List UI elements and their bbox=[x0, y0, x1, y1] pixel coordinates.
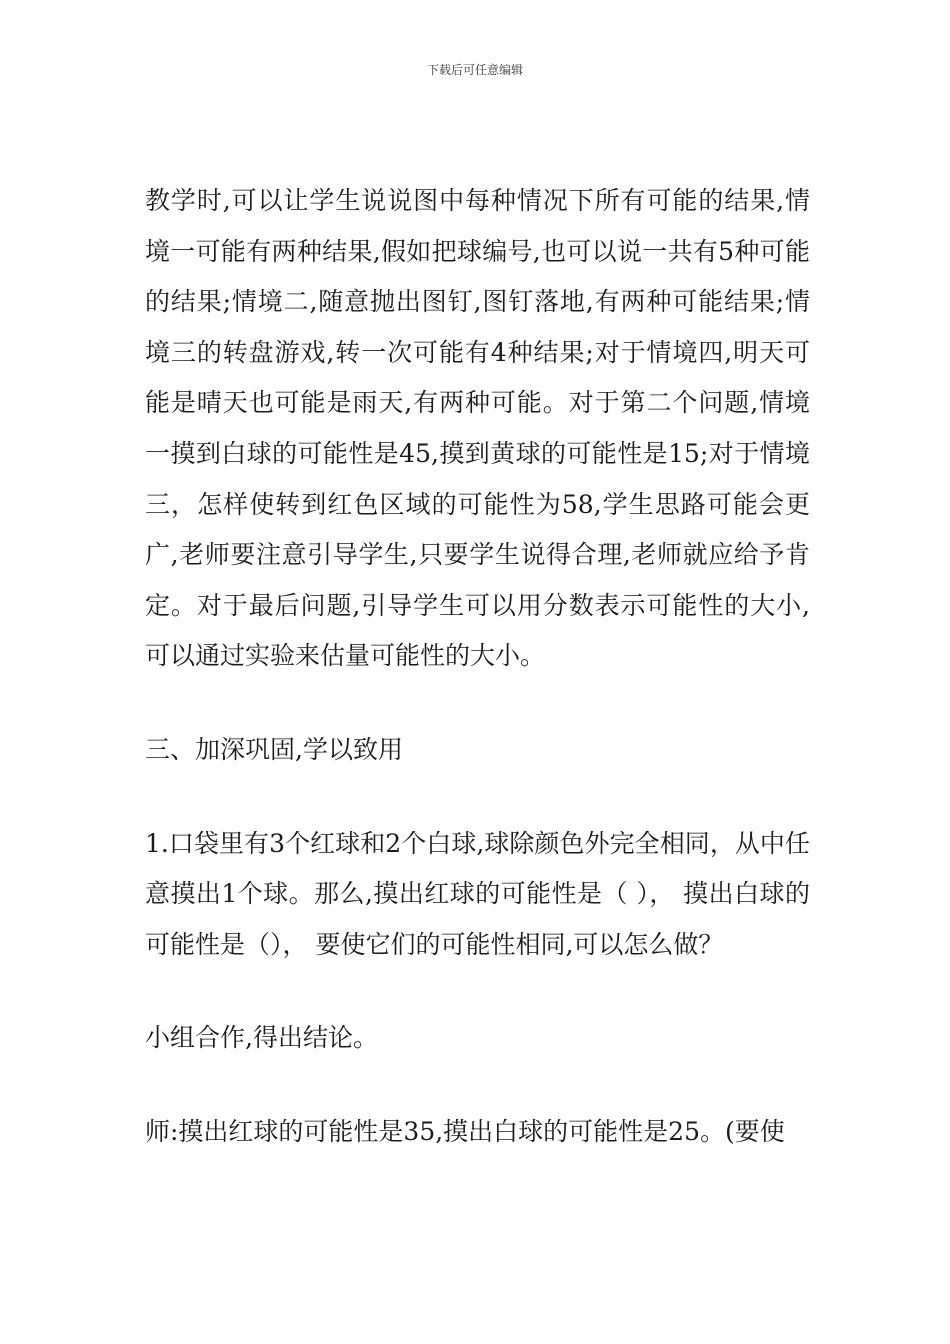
paragraph-gap bbox=[145, 776, 810, 819]
paragraph-gap bbox=[145, 682, 810, 725]
page-header: 下载后可任意编辑 bbox=[426, 63, 523, 77]
paragraph-teaching-notes: 教学时,可以让学生说说图中每种情况下所有可能的结果,情境一可能有两种结果,假如把球编号,也可以说一共有5种可能的结果;情境二,随意抛出图钉,图钉落地,有两种可能结果;情境三的转盘游戏,转一次可能有4种结果;对于情境四,明天可能是晴天也可能是雨天,有两种可能。对于第二个问题,情境一摸到白球的可能性是45,摸到黄球的可能性是15;对于情境三，怎样使转到红色区域的可能性为58,学生思路可能会更广,老师要注意引导学生,只要学生说得合理,老师就应给予肯定。对于最后问题,引导学生可以用分数表示可能性的大小,可以通过实验来估量可能性的大小。 bbox=[145, 186, 810, 671]
section-heading: 三、加深巩固,学以致用 bbox=[145, 734, 403, 764]
exercise-question: 1.口袋里有3个红球和2个白球,球除颜色外完全相同，从中任意摸出1个球。那么,摸出红球的可能性是（ ）， 摸出白球的可能性是（）， 要使它们的可能性相同,可以怎么做？ bbox=[145, 828, 810, 959]
paragraph-gap bbox=[145, 1064, 810, 1107]
group-work-note: 小组合作,得出结论。 bbox=[145, 1023, 378, 1053]
teacher-remark: 师:摸出红球的可能性是35,摸出白球的可能性是25。(要使 bbox=[145, 1116, 785, 1146]
document-body bbox=[145, 176, 810, 1158]
paragraph-gap bbox=[145, 970, 810, 1013]
